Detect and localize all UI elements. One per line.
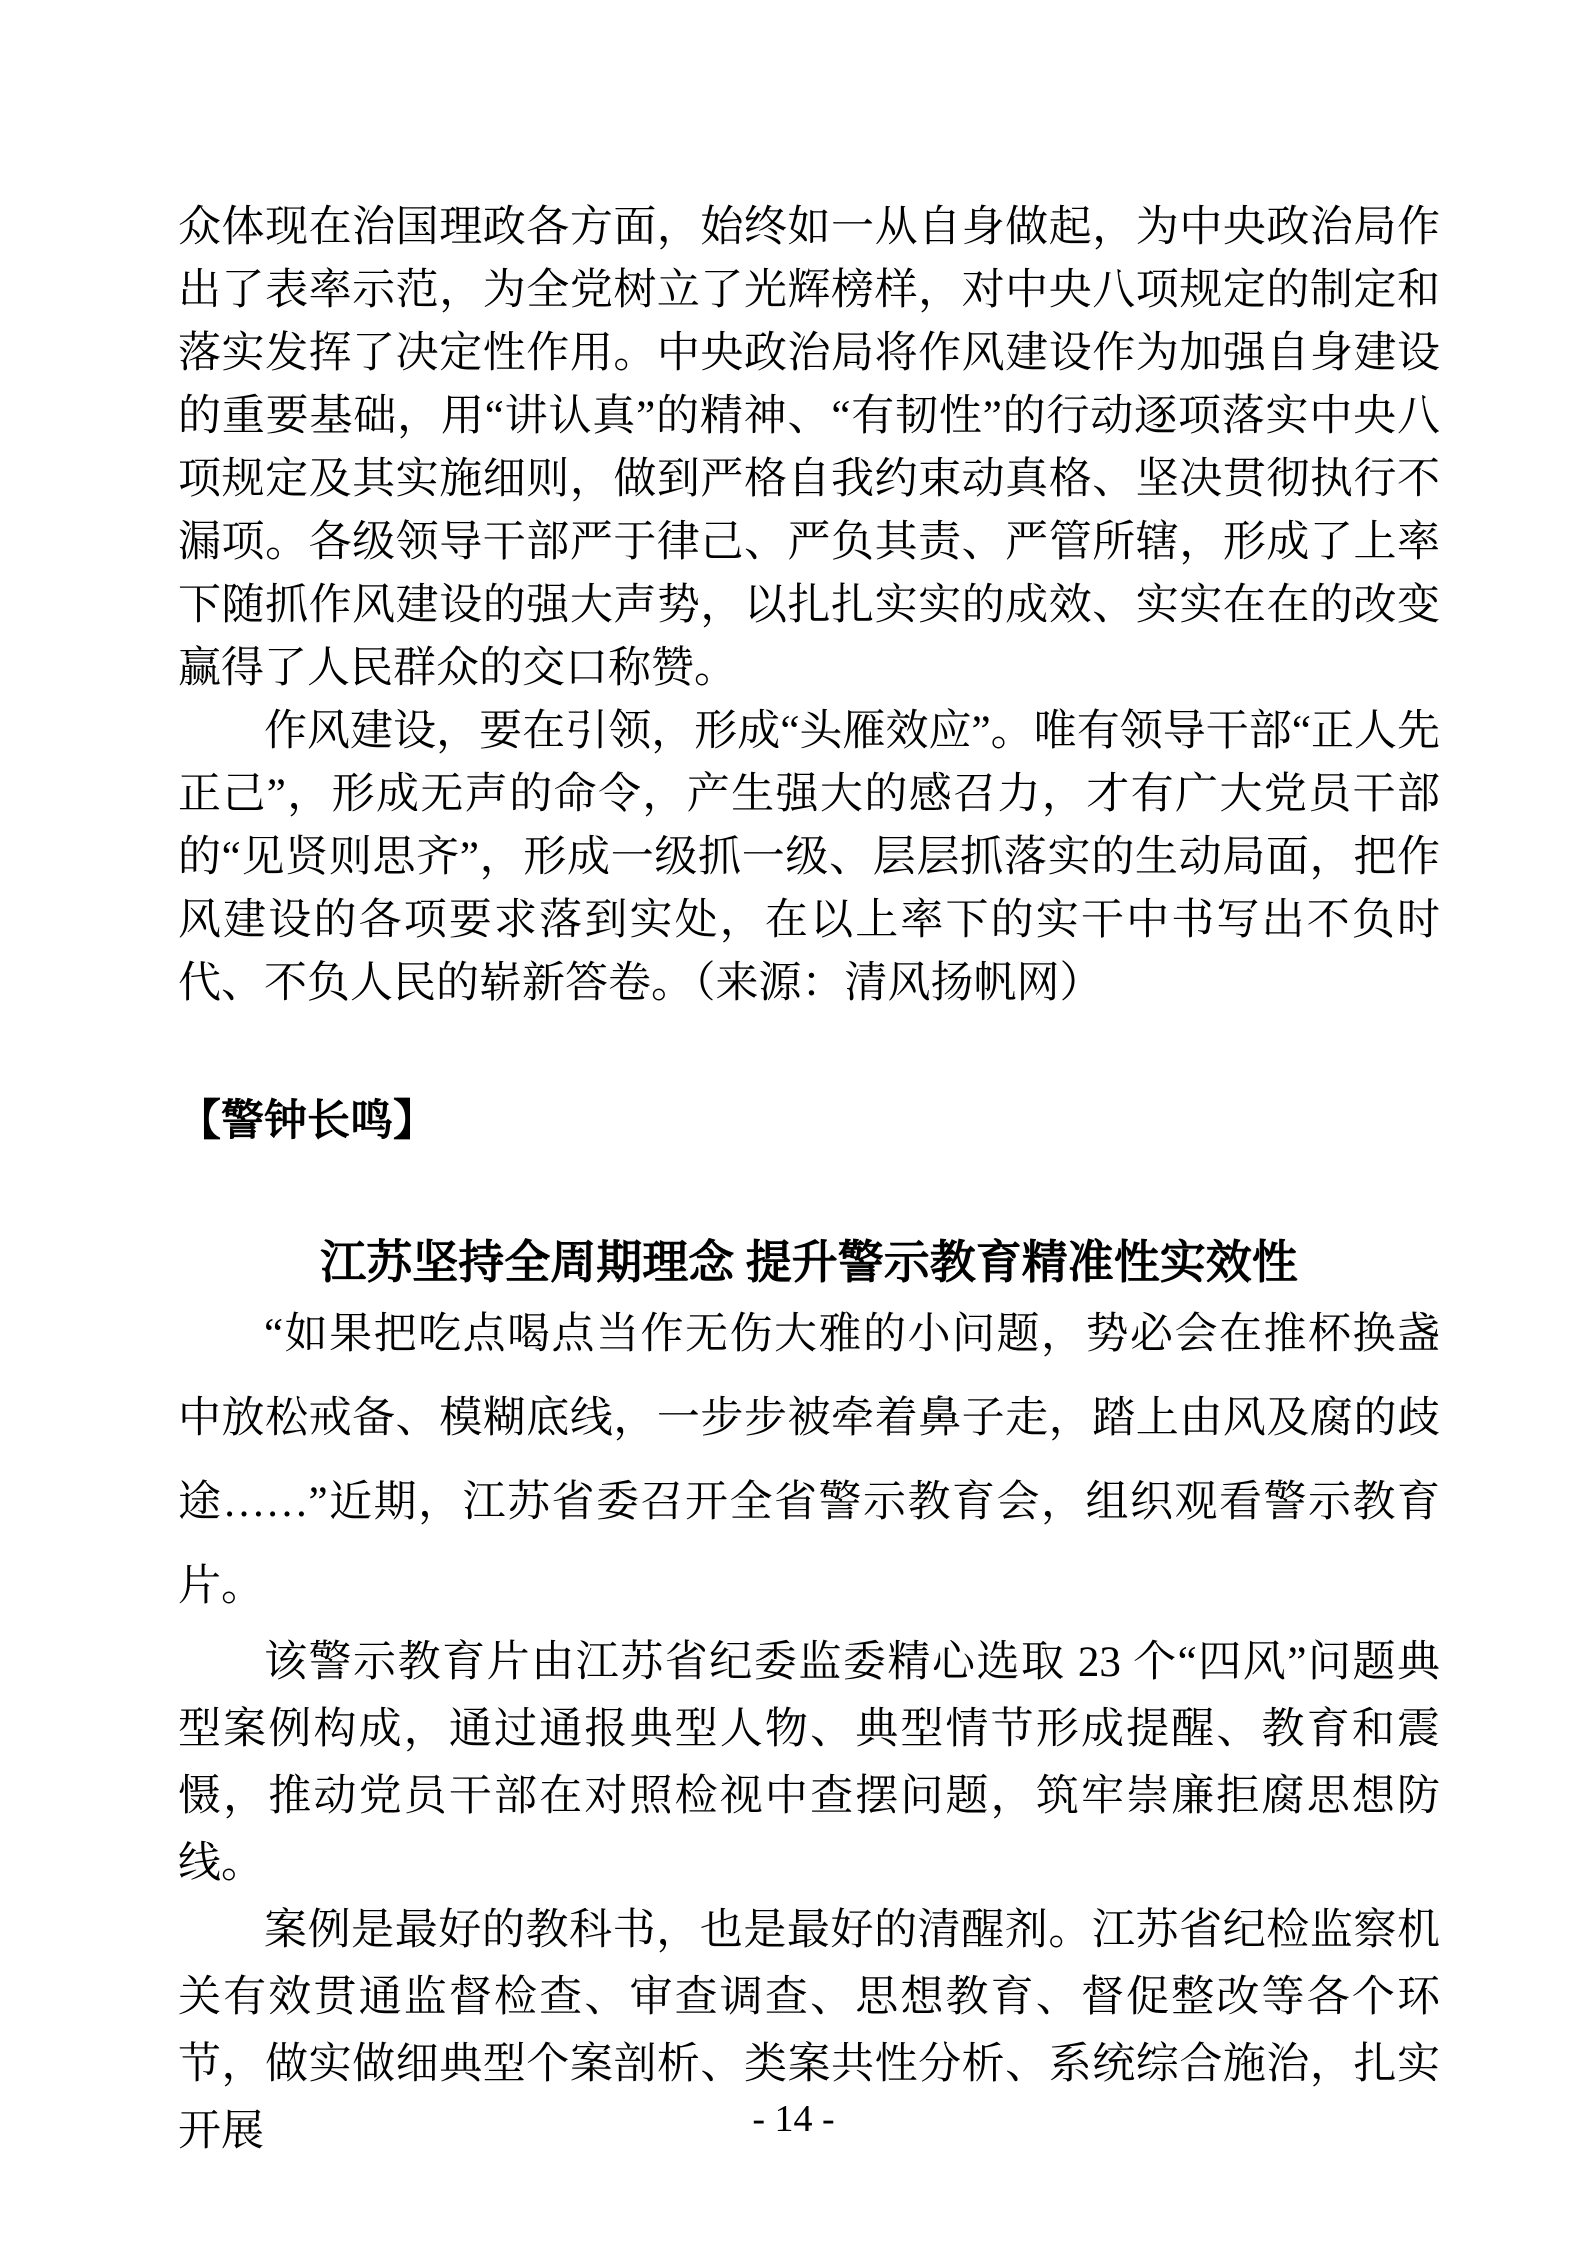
page-number: - 14 - [752,2098,835,2140]
article-jiangsu-warning-education [178,1233,1440,2165]
paragraph: 案例是最好的教科书，也是最好的清醒剂。江苏省纪检监察机关有效贯通监督检查、审查调查、思想教育、督促整改等各个环节，做实做细典型个案剖析、类案共性分析、系统综合施治，扎实开展 [178,1907,1440,2155]
paragraph: 作风建设，要在引领，形成“头雁效应”。唯有领导干部“正人先正己”，形成无声的命令，产生强大的感召力，才有广大党员干部的“见贤则思齐”，形成一级抓一级、层层抓落实的生动局面，把作风建设的各项要求落到实处，在以上率下的实干中书写出不负时代、不负人民的崭新答卷。（来源：清风扬帆网） [178,708,1440,1007]
paragraph: 该警示教育片由江苏省纪委监委精心选取 23 个“四风”问题典型案例构成，通过通报典型人物、典型情节形成提醒、教育和震慑，推动党员干部在对照检视中查摆问题，筑牢崇廉拒腐思想防线。 [178,1639,1440,1887]
page-content [178,0,1440,2165]
article-workstyle [178,196,1440,1015]
paragraph: “如果把吃点喝点当作无伤大雅的小问题，势必会在推杯换盏中放松戒备、模糊底线，一步步被牵着鼻子走，踏上由风及腐的歧途……”近期，江苏省委召开全省警示教育会，组织观看警示教育片。 [178,1311,1440,1610]
paragraph-continuation: 众体现在治国理政各方面，始终如一从自身做起，为中央政治局作出了表率示范，为全党树立了光辉榜样，对中央八项规定的制定和落实发挥了决定性作用。中央政治局将作风建设作为加强自身建设的重要基础，用“讲认真”的精神、“有韧性”的行动逐项落实中央八项规定及其实施细则，做到严格自我约束动真格、坚决贯彻执行不漏项。各级领导干部严于律己、严负其责、严管所辖，形成了上率下随抓作风建设的强大声势，以扎扎实实的成效、实实在在的改变赢得了人民群众的交口称赞。 [178,204,1440,692]
article-title: 江苏坚持全周期理念 提升警示教育精准性实效性 [320,1237,1298,1288]
section-header: 【警钟长鸣】 [178,1098,436,1145]
